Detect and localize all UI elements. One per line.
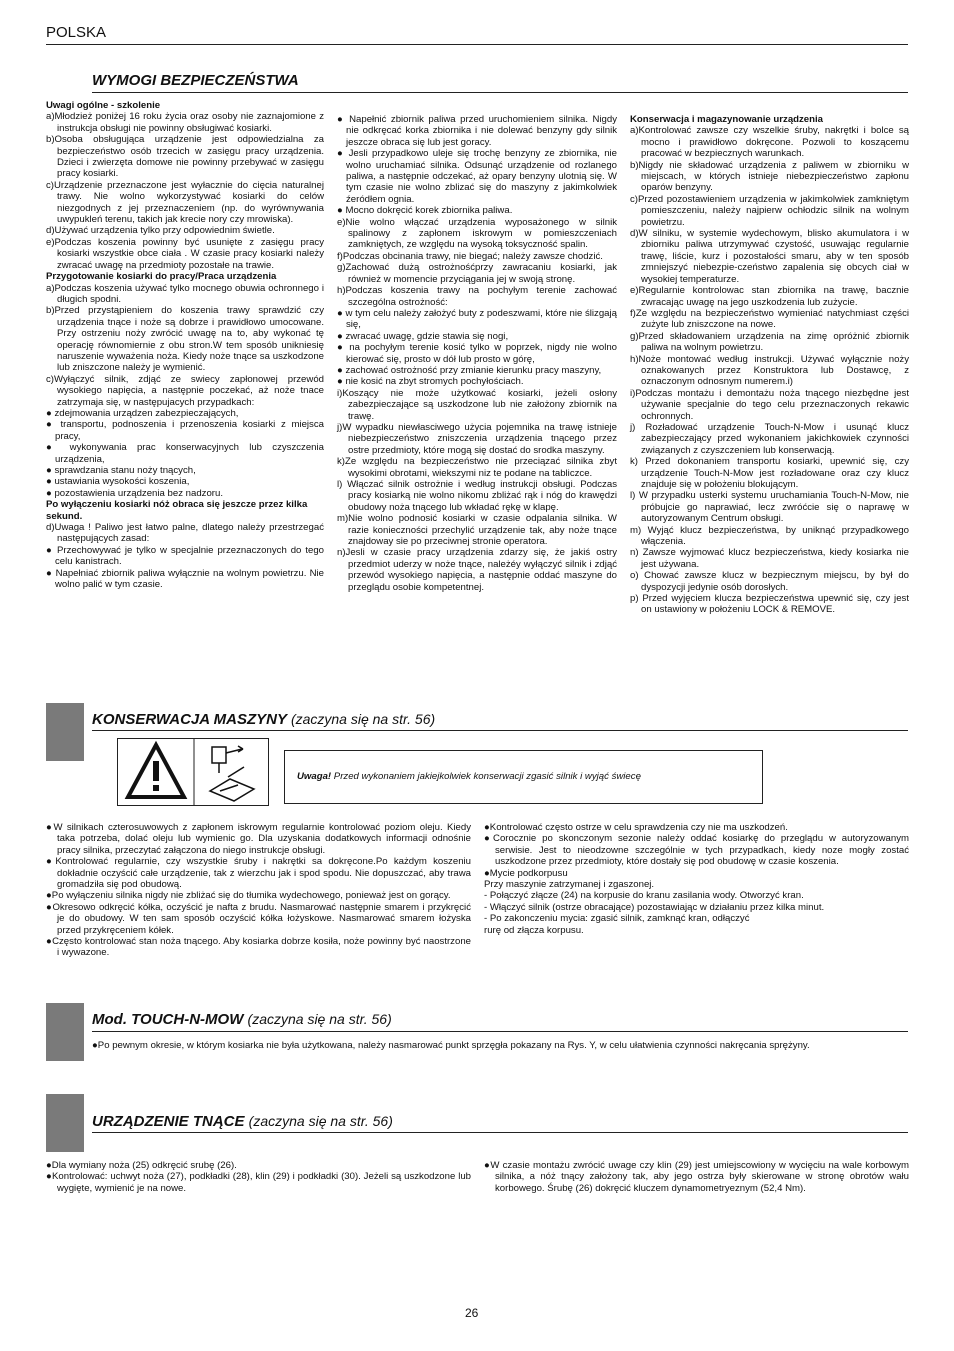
paragraph: ●Kontrolować często ostrze w celu sprawdzenia czy nie ma uszkodzeń.	[484, 822, 788, 833]
maintenance-subtitle: (zaczyna się na str. 56)	[290, 711, 436, 727]
paragraph: b)Osoba obsługująca urządzenie jest odpowiedzialna za bezpieczeństwo osób trzecich w zasięgu pracy urządzenia. Dzieci i zwierzęta domowe nie powinny przebywać w zasięgu pracy kosiarki.	[46, 134, 324, 180]
paragraph: e)Regularnie kontrolowac stan zbiornika na trawę, bacznie zwracając uwagę na jego uszkodzenia lub zużycie.	[630, 285, 909, 308]
paragraph: k)Ze względu na bezpieczeństwo nie przeciązać silnika zbyt wysokimi obrotami, wiekszymi niz te podane na tabliczce.	[337, 456, 617, 479]
paragraph: l) Włączać silnik ostrożnie i według instrukcji obsługi. Podczas pracy kosiarką nie wolno nikomu zbliżać rąk i nóg do krawędzi obudowy noża tnącego lub wkładać rękę w klapę.	[337, 479, 617, 513]
paragraph: n)Jesli w czasie pracy urządzenia zdarzy się, że jakiś ostry przedmiot uderzy w noże tnące, należéy wyłączyć silnik i zdjąć przewód wysokiego napięcia, a następnie oddać maszyne do przeglądu osobie kompetentnej.	[337, 547, 617, 593]
section-marker	[46, 1094, 84, 1152]
paragraph: Przy maszynie zatrzymanej i zgaszonej.	[484, 879, 655, 891]
maintenance-right	[484, 822, 909, 936]
paragraph: ●Dla wymiany noża (25) odkręcić srubę (26).	[46, 1160, 237, 1171]
touch-title: Mod. TOUCH-N-MOW (zaczyna się na str. 56)	[92, 1011, 392, 1028]
warning-icons	[117, 738, 269, 806]
paragraph: ● Napełnić zbiornik paliwa przed uruchomieniem silnika. Nigdy nie odkręcać korka zbiornika i nie dolewać benzyny gdy silnik jeszcze obraca się lub jest goracy.	[337, 114, 617, 148]
paragraph: g)Zachować dużą ostrożnośćprzy zawracaniu kosiarki, jak również w momencie przyciągania jej w swoją stronę.	[337, 262, 617, 285]
touch-text: ●Po pewnym okresie, w którym kosiarka nie była użytkowana, należy nasmarować punkt sprzęgła pokazany na Rys. Y, w celu ułatwienia czynności nakręcania sprężyny.	[92, 1040, 810, 1051]
paragraph: b)Nigdy nie składować urządzenia z paliwem w zbiorniku w miejscach, w których istnieje niebezpieczeństwo zapłonu oparów benzyny.	[630, 159, 909, 194]
touch-subtitle: (zaczyna się na str. 56)	[247, 1011, 392, 1027]
section-heading: Konserwacja i magazynowanie urządzenia	[630, 114, 824, 125]
paragraph: p) Przed wyjęciem klucza bezpieczeństwa upewnić się, czy jest on ustawiony w położeniu LOCK & REMOVE.	[630, 593, 909, 616]
safety-column-2	[337, 114, 617, 593]
paragraph: ● zdejmowania urządzen zabezpieczających,	[46, 407, 239, 419]
paragraph: c)Przed pozostawieniem urządzenia w jakimkolwiek zamkniętym pomieszczeniu, należy najpierw ochłodzic silnik na wolnym powietrzu.	[630, 193, 909, 228]
safety-column-1	[46, 100, 324, 590]
paragraph: ●Okresowo odkręcić kółka, oczyścić je nafta z brudu. Nasmarować następnie smarem i przykręcić je do obudowy. W ten sam sposób oczyścić kółka łożyskowe. Nasmarować smarem łożyska przed przykręceniem kółek.	[46, 901, 471, 936]
paragraph: ● wykonywania prac konserwacyjnych lub czyszczenia urządzenia,	[46, 442, 324, 465]
paragraph: h)Podczas koszenia trawy na pochyłym terenie zachować szczególna ostrożność:	[337, 285, 617, 308]
paragraph: a)Podczas koszenia używać tylko mocnego obuwia ochronnego i długich spodni.	[46, 282, 324, 305]
paragraph: d)Używać urządzenia tylko przy odpowiednim świetle.	[46, 225, 275, 237]
paragraph: h)Noże montować według instrukcji. Używać wyłącznie noży oznakowanych przez Konstruktora lub Dostawcę, z oznaczonym odnosnym numerem.i)	[630, 353, 909, 388]
paragraph: ●Często kontrolować stan noża tnącego. Aby kosiarka dobrze kosiła, noże powinny być naostrzone i wywazone.	[46, 936, 471, 959]
paragraph: c)Urządzenie przeznaczone jest wyłacznie do cięcia naturalnej trawy. Nie wolno wykorzystywać kosiarki do celów niezgodnych z jej przeznaczeniem (np. do wyrównywania uwypukleń terenu, takich jak krecie nory czy mrowiska).	[46, 179, 324, 226]
paragraph: ● Przechowywać je tylko w specjalnie przeznaczonych do tego celu kanistrach.	[46, 544, 324, 568]
paragraph: ● Mocno dokręcić korek zbiornika paliwa.	[337, 205, 513, 217]
paragraph: c)Wyłączyć silnik, zdjąć ze swiecy zapłonowej przewód wysokiego napięcia, a następnie poczekać, aż noże tnace zatrzymaja się, w następujacych przypadkach:	[46, 373, 324, 408]
language-label: POLSKA	[46, 24, 107, 41]
paragraph: d)Uwaga ! Paliwo jest łatwo palne, dlatego należy przestrzegać następujących zasad:	[46, 522, 324, 545]
paragraph: f)Podczas obcinania trawy, nie biegać; należy zawsze chodzić.	[337, 250, 603, 262]
warning-note-box	[284, 750, 763, 804]
paragraph: ●Po wyłączeniu silnika nigdy nie zbliżać się do tłumika wydechowego, ponieważ jest on gorący.	[46, 890, 451, 902]
paragraph: ● zachować ostrożność przy zmianie kierunku pracy maszyny,	[337, 364, 602, 376]
paragraph: ● sprawdzania stanu noży tnących,	[46, 465, 196, 476]
section-marker	[46, 703, 84, 761]
paragraph: - Połączyć złącze (24) na korpusie do kranu zasilania wody. Otworzyć kran.	[484, 890, 804, 902]
header-rule	[46, 44, 908, 45]
paragraph: m)Nie wolno podnosić kosiarki w czasie odpalania silnika. W razie konieczności przechylić urządzenie tak, aby noże tnące znajdoway sie po przeciwnej stronie operatora.	[337, 513, 617, 548]
paragraph: ●Kontrolować regularnie, czy wszystkie śruby i nakrętki sa dokręcone.Po każdym koszeniu dokładnie oczyścić całe urządzenie, tak z wierzchu jak i spod spodu. Nie dopuszczać, aby trawa gromadziła się pod obudową.	[46, 856, 471, 891]
paragraph: m) Wyjąć klucz bezpieczeństwa, by uniknąć przypadkowego włączenia.	[630, 524, 909, 548]
spark-plug-icon	[210, 746, 254, 801]
paragraph: j)W wypadku niewłasciwego użycia pojemnika na trawę istnieje niebezpieczeństwo zniszczenia urządzenia tnącego przez ostre przedmioty, które mogą się dostać do srodka maszyny.	[337, 421, 617, 456]
paragraph: ●Corocznie po skonczonym sezonie należy oddać kosiarkę do przeglądu w autoryzowanym serwisie. Jest to nieodzowne szczególnie w tych przypadkach, kiedy noze mogły zostać uszkodzone przez przedmioty, które dostały się pod obudowę w czasie koszenia.	[484, 833, 909, 868]
safety-rule	[92, 92, 908, 93]
paragraph: n) Zawsze wyjmować klucz bezpieczeństwa, kiedy kosiarka nie jest używana.	[630, 547, 909, 570]
paragraph: ● na pochyłym terenie kosić tylko w poprzek, nigdy nie wolno kierować się, prosto w dół lub prosto w górę,	[337, 342, 617, 365]
maintenance-title: KONSERWACJA MASZYNY (zaczyna się na str. 56)	[92, 711, 436, 728]
paragraph: ● pozostawienia urządzenia bez nadzoru.	[46, 487, 223, 499]
paragraph: ● Jesli przypadkowo uleje się trochę benzyny ze zbiornika, nie wolno uruchamiać silnika. Odsunąć urządzenie od rozlanego paliwa, a następnie odczekać, aż opary benzyny ulotnią się. W tym czasie nie wolno zblizać się do maszyny z jakimkolwiek źeródłem ognia.	[337, 148, 617, 205]
warning-triangle-icon	[118, 739, 268, 805]
paragraph: i)Koszący nie może użytkować kosiarki, jeżeli osłony zabezpieczające są uszkodzone lub nie założony zbiornik na trawę.	[337, 387, 617, 422]
paragraph: i)Podczas montażu i demontażu noża tnącego niezbędne jest używanie specjalnie do tego celu przeznaczonych rekawic ochronnych.	[630, 387, 909, 422]
cutting-subtitle: (zaczyna się na str. 56)	[248, 1113, 393, 1129]
paragraph: ● w tym celu należy założyć buty z podeszwami, które nie ślizgają się,	[337, 307, 617, 331]
safety-title: WYMOGI BEZPIECZEŃSTWA	[92, 72, 299, 89]
paragraph: rurę od złącza korpusu.	[484, 924, 584, 936]
page-number: 26	[465, 1306, 479, 1320]
cutting-title: URZĄDZENIE TNĄCE (zaczyna się na str. 56)	[92, 1113, 393, 1130]
cutting-rule	[92, 1132, 908, 1133]
paragraph: ● Napełniać zbiornik paliwa wyłącznie na wolnym powietrzu. Nie wolno palić w tym czasie.	[46, 567, 324, 591]
section-heading: Uwagi ogólne - szkolenie	[46, 100, 161, 111]
paragraph: e)Nie wolno włączać urządzenia wyposażonego w silnik spalinowy z zapłonem iskrowym w pomieszczeniach zamkniętych, ze względu na wysoką toksyczność spalin.	[337, 216, 617, 251]
section-marker	[46, 1003, 84, 1061]
touch-rule	[92, 1031, 908, 1032]
paragraph: - Po zakonczeniu mycia: zgasić silnik, zamknąć kran, odłączyć	[484, 913, 750, 925]
paragraph: j) Rozładować urządzenie Touch-N-Mow i usunąć klucz zabezpieczający przed wykonaniem jakichkowiek czynności związanych z czyszczeniem lub konserwacją.	[630, 421, 909, 456]
paragraph: g)Przed składowaniem urządzenia na zimę opróżnić zbiornik paliwa na wolnym powietrzu.	[630, 330, 909, 354]
maintenance-left	[46, 822, 471, 959]
paragraph: d)W silniku, w systemie wydechowym, blisko akumulatora i w zbiorniku paliwa utrzymywać czystość, usuwając regularnie trawę, liście, kurz i pozostałości smaru, aby w ten sposób zmniejszyć niebezpie-czeństwo zapalenia się obcych ciał w wysokiej temperaturze.	[630, 228, 909, 285]
paragraph: a)Kontrolować zawsze czy wszelkie śruby, nakrętki i bolce są mocno i prawidłowo dokręcone. Pozwoli to koszącemu pracować w bezpiecznych warunkach.	[630, 125, 909, 160]
warning-note	[297, 771, 641, 782]
paragraph: l) W przypadku usterki systemu uruchamiania Touch-N-Mow, nie próbujcie go naprawiać, lecz zwróćcie się o naprawę w autoryzowanym Centrum obsługi.	[630, 490, 909, 525]
maintenance-rule	[92, 730, 908, 731]
cutting-right	[484, 1160, 909, 1194]
paragraph: k) Przed dokonaniem transportu kosiarki, upewnić się, czy urządzenie Touch-N-Mow jest rozładowane oraz czy klucz znajduje się w położeniu blokującym.	[630, 456, 909, 490]
section-heading: Po wyłączeniu kosiarki nóż obraca się jeszcze przez kilka sekund.	[46, 499, 308, 522]
paragraph: o) Chować zawsze klucz w bezpiecznym miejscu, by był do dyspozycji jedynie osób dorosłych.	[630, 570, 909, 593]
paragraph: ●Kontrolować: uchwyt noża (27), podkładki (28), klin (29) i podkładki (30). Jeżeli są uszkodzone lub wygięte, wymienić je na nowe.	[46, 1171, 471, 1194]
paragraph: ● zwracać uwagę, gdzie stawia się nogi,	[337, 330, 509, 342]
warning-label: Uwaga!	[297, 771, 332, 782]
paragraph: ● transportu, podnoszenia i przenoszenia kosiarki z miejsca pracy,	[46, 419, 324, 442]
paragraph: f)Ze względu na bezpieczeństwo wymieniać natychmiast części zużyte lub zniszczone na nowe.	[630, 307, 909, 331]
paragraph: ● nie kosić na zbyt stromych pochyłościach.	[337, 376, 524, 388]
paragraph: - Włączyć silnik (ostrze obracające) pozostawiając w działaniu przez kilka minut.	[484, 901, 825, 913]
safety-column-3	[630, 114, 909, 616]
paragraph: ●W czasie montażu zwrócić uwage czy klin (29) jest umiejscowiony w wycięciu na wale korbowym silnika, a nóż tnący założony tak, aby jego ostrza były skierowane w stronę obrotów wału korbowego. Śrubę (26) dokręcić kluczem dynamometryeznym (52,4 Nm).	[484, 1160, 909, 1194]
paragraph: ● ustawiania wysokości koszenia,	[46, 476, 190, 488]
paragraph: ●Mycie podkorpusu	[484, 867, 568, 879]
section-heading: Przygotowanie kosiarki do pracy/Praca urządzenia	[46, 271, 277, 283]
paragraph: b)Przed przystąpieniem do koszenia trawy sprawdzić czy urządzenia tnące i noże są dobrze i prawidłowo umocowane. Przy ostrzeniu noży zwrócić uwagę na to, aby wykonać tę operację równomiernie z obu stron.W tem sposób unikniesię naruszenie wyważenia noża. Kiedy noże tnące sa uszkodzone lub zniszczone należy je wymienić.	[46, 305, 324, 374]
paragraph: ●W silnikach czterosuwowych z zapłonem iskrowym regularnie kontrolować poziom oleju. Kiedy taka potrzeba, dolać oleju lub wymienic go. Dla uzyskania dodatkowych informacji odnośnie pracy silnika, przeczytać załączona do niego instrukcje obsługi.	[46, 822, 471, 856]
paragraph: a)Młodzież poniżej 16 roku życia oraz osoby nie zaznajomione z instrukcja obsługi nie powinny obsługiwać kosiarki.	[46, 111, 324, 134]
paragraph: e)Podczas koszenia powinny być usunięte z zasięgu pracy kosiarki wszystkie obce ciała . W czasie pracy kosiarki należy zwracać uwagę na przedmioty pozostałe na trawie.	[46, 236, 324, 271]
warning-text: Przed wykonaniem jakiejkolwiek konserwacji zgasić silnik i wyjąć świecę	[333, 771, 641, 782]
cutting-left	[46, 1160, 471, 1194]
